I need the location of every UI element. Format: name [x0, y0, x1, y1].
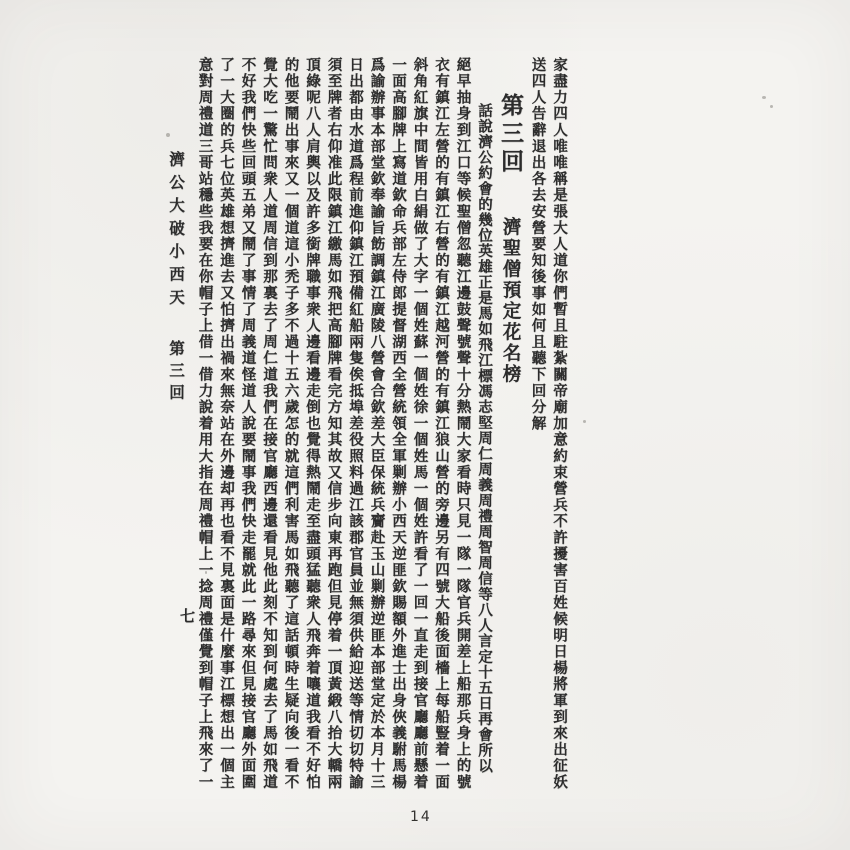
- text-column: 一面高腳牌上寫道欽命兵部左侍郎提督湖西全營統領全軍剿辦小西天逆匪欽賜額外進士出身俠義駙馬楊: [390, 57, 407, 791]
- text-column: 送四人告辭退出各去安營要知後事如何且聽下回分解: [529, 57, 547, 432]
- text-column: 不好我們快些回頭五弟又鬧了事情了周義道怪道人說要鬧事我們快走罷就此一路尋來但見接官廳外面圍: [239, 57, 257, 791]
- text-column: 了一大圈的兵七位英雄想擠進去又怕擠出禍來無奈站在外邊却再也看不見裏面是什麼事江標想出一個主: [218, 57, 235, 791]
- running-chapter-marker: 第三回: [167, 340, 186, 406]
- text-column: 的他要鬧出事來又一個道這小禿子多不過十五六歲怎的就這們利害馬如飛聽了這話頓時生疑向後一看不: [282, 57, 300, 791]
- page-number: 14: [410, 809, 432, 825]
- page-text-block: [194, 57, 570, 793]
- heading-title-gap: [510, 177, 511, 217]
- text-column: 絕早抽身到江口等候聖僧忽聽江邊鼓聲號聲十分熱鬧大家看時只見一隊一隊官兵開差上船那兵身上的號: [454, 57, 472, 791]
- chapter-title: 濟聖僧預定花名榜: [500, 217, 521, 385]
- text-column: 家盡力四人唯唯稱是張大人道你們暫且駐紮關帝廟加意約束營兵不許擾害百姓候明日楊將軍到來出征妖: [551, 57, 568, 791]
- chapter-heading: 第三回: [497, 93, 524, 177]
- ink-speck: [166, 133, 170, 137]
- text-column: 斜角紅旗中間皆用白絹做了大字一個姓蘇一個姓徐一個姓馬一個姓許看了一回一直走到接官廳廳前懸着: [411, 57, 429, 791]
- text-column: 日出都由水道爲程前進仰鎮江預備紅船兩隻俟抵埠差役照料過江該郡官員並無須供給迎送等情切切特諭: [347, 57, 364, 791]
- text-column: 覺大吃一驚忙問衆人道周信到那裏去了周仁道我們在接官廳西邊還看見他此刻不知到何處去了馬如飛道: [261, 57, 278, 791]
- text-column: 衣有鎮江左營的有鎮江右營的有鎮江越河營的有鎮江狼山營的旁邊另有四號大船後面檣上每船豎着一面: [433, 57, 450, 791]
- text-column: 爲諭辦事本部堂欽奉諭旨飭調鎮江廣陵八營會合欽差大臣保統兵齎赴玉山剿辦逆匪本部堂定於本月十三: [368, 57, 386, 791]
- ink-speck: [762, 96, 766, 99]
- ink-speck: [770, 105, 773, 108]
- text-column: 意對周禮道三哥站穩些我要在你帽子上借一借力說着用大指在周禮帽上一捻周禮僅覺到帽子上飛來了一: [196, 57, 214, 791]
- running-title: 濟公大破小西天: [167, 151, 186, 312]
- chapter-heading-column: [495, 57, 527, 793]
- ink-speck: [205, 571, 207, 574]
- text-column: 話說濟公約會的幾位英雄正是馬如飛江標馮志堅周仁周義周禮周智周信等八人言定十五日再會所以: [476, 103, 493, 774]
- text-column: 頂綠呢八人肩輿以及許多銜牌職事衆人邊看邊走倒也覺得熱鬧走至盡頭猛聽衆人飛奔着嚷道我看不好怕: [304, 57, 321, 791]
- ink-speck: [583, 420, 586, 423]
- folio-number: 七: [178, 608, 196, 623]
- text-column: 須至牌者右仰准此限鎮江繳馬如飛把高腳牌看完方知其故又信步向東再跑但見停着一頂黃緞八抬大轎兩: [325, 57, 343, 791]
